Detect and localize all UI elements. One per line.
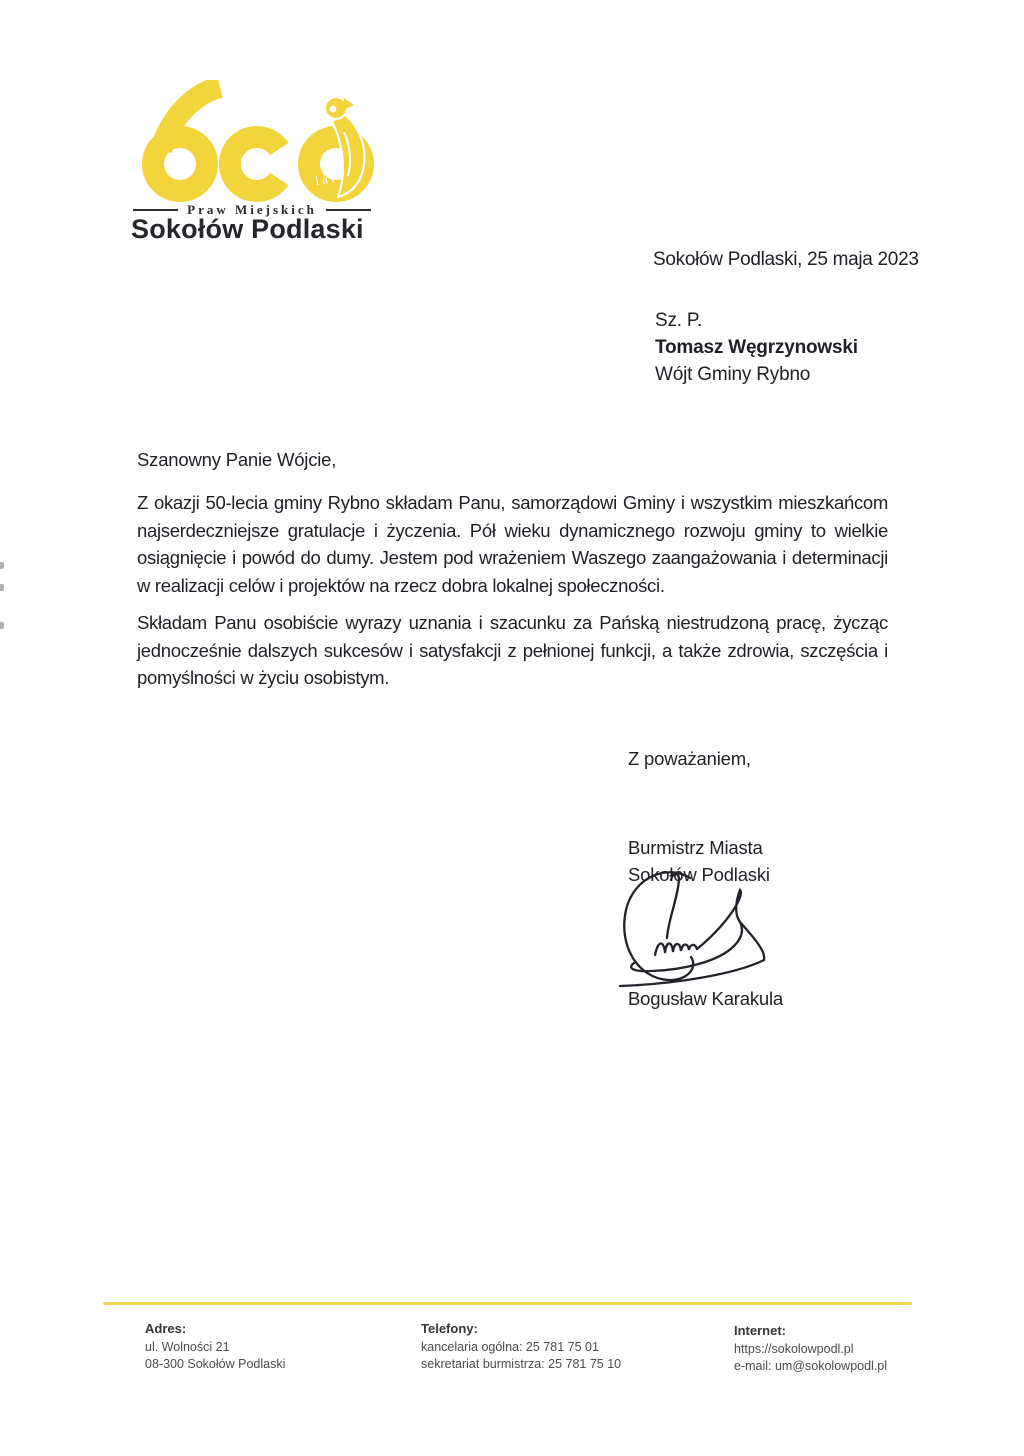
footer-website-line: https://sokolowpodl.pl	[734, 1341, 854, 1356]
closing-phrase: Z poważaniem,	[628, 748, 751, 769]
footer-address-line-1: ul. Wolności 21	[145, 1339, 230, 1354]
digit-6-shape	[153, 87, 220, 191]
recipient-prefix: Sz. P.	[655, 310, 703, 331]
digit-0-open-shape	[230, 137, 279, 191]
recipient-name: Tomasz Węgrzynowski	[655, 337, 858, 358]
footer-yellow-rule	[103, 1302, 912, 1305]
footer-phone-line-1: kancelaria ogólna: 25 781 75 01	[421, 1339, 599, 1354]
footer-phone-line-2: sekretariat burmistrza: 25 781 75 10	[421, 1357, 622, 1371]
footer-phones-heading: Telefony:	[421, 1321, 478, 1336]
scan-edge-artifact	[0, 622, 4, 629]
logo-lat-label: lat	[314, 170, 340, 188]
footer-email-line: e-mail: um@sokolowpodl.pl	[734, 1359, 888, 1373]
greeting: Szanowny Panie Wójcie,	[137, 449, 337, 470]
footer-phones-column	[421, 1320, 621, 1374]
footer-internet-column	[734, 1322, 887, 1376]
signer-title-line-1: Burmistrz Miasta	[628, 837, 763, 858]
subtitle-left-rule	[133, 209, 178, 211]
recipient-title: Wójt Gminy Rybno	[655, 364, 811, 385]
600-lat-anniversary-logo-icon	[130, 80, 386, 204]
signer-name: Bogusław Karakula	[628, 988, 783, 1009]
recipient-block	[655, 307, 858, 388]
footer-address-column	[145, 1320, 285, 1374]
scan-edge-artifact	[0, 562, 4, 569]
logo-subtitle: Praw Miejskich	[187, 202, 317, 217]
subtitle-right-rule	[326, 209, 371, 211]
digit-0-falcon-shape	[309, 97, 364, 197]
footer-address-heading: Adres:	[145, 1321, 187, 1336]
body-paragraph-1: Z okazji 50-lecia gminy Rybno składam Panu, samorządowi Gminy i wszystkim mieszkańcom najserdeczniejsze gratulacje i życzenia. Pół wieku dynamicznego rozwoju gminy to wielkie osiągnięcie i powód do dumy. Jestem pod wrażeniem Waszego zaangażowania i determinacji w realizacji celów i projektów na rzecz dobra lokalnej społeczności.	[137, 492, 888, 596]
body-paragraph-2: Składam Panu osobiście wyrazy uznania i szacunku za Pańską niestrudzoną pracę, życząc jednocześnie dalszych sukcesów i satysfakcji z pełnionej funkcji, a także zdrowia, szczęścia i pomyślności w życiu osobistym.	[137, 612, 888, 688]
scan-edge-artifact	[0, 584, 4, 591]
handwritten-signature-icon	[616, 868, 780, 994]
signer-title-line-2: Sokołów Podlaski	[628, 863, 770, 885]
footer-internet-heading: Internet:	[734, 1323, 786, 1338]
logo-wordmark: Sokołów Podlaski	[131, 214, 364, 244]
footer-address-line-2: 08-300 Sokołów Podlaski	[145, 1357, 286, 1371]
dateline: Sokołów Podlaski, 25 maja 2023	[653, 249, 919, 270]
